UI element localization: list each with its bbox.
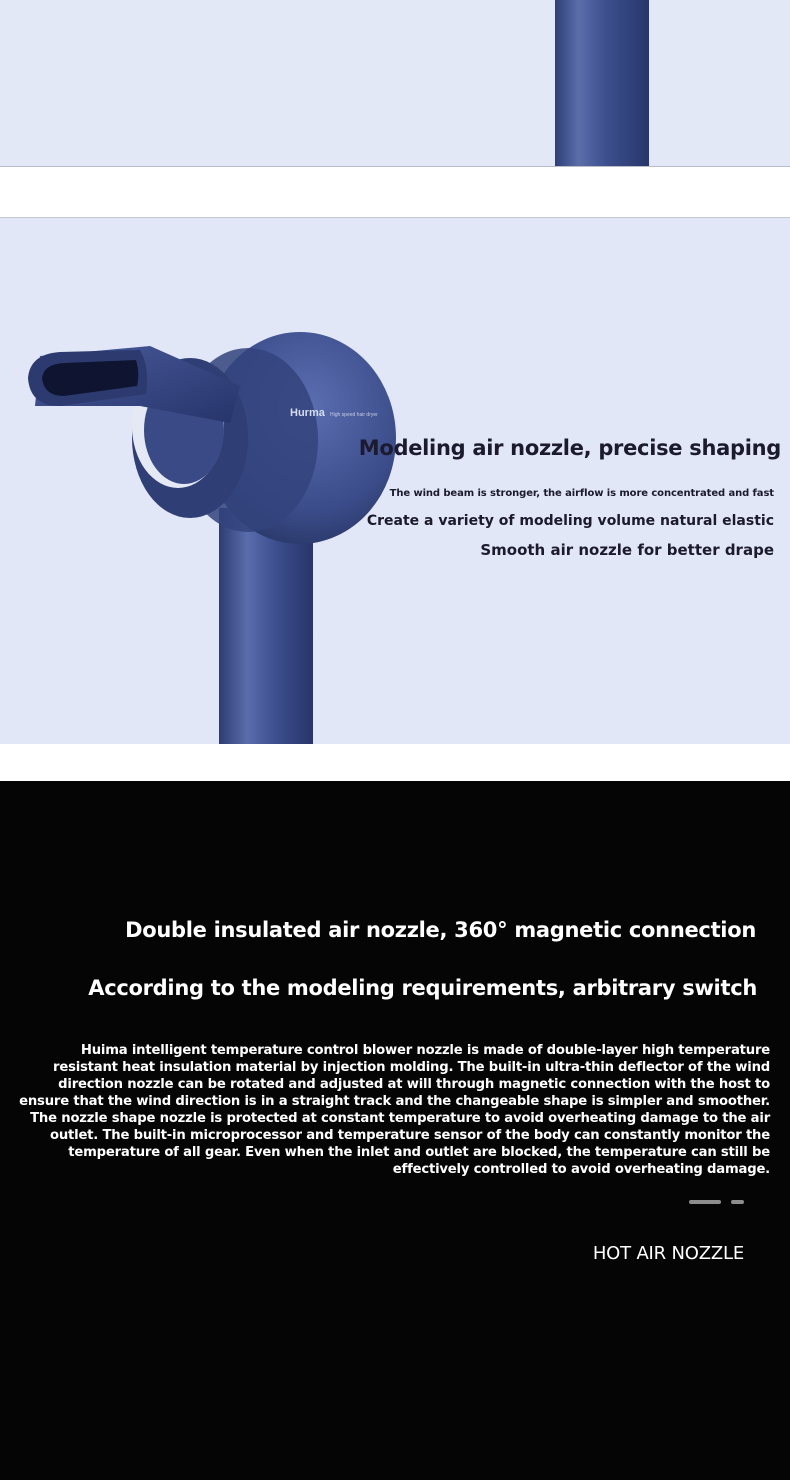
insulated-nozzle-heading-2: According to the modeling requirements, arbitrary switch xyxy=(88,976,757,1000)
brand-caption: High speed hair dryer xyxy=(330,412,378,418)
nozzle-shaping-panel xyxy=(0,217,790,745)
top-product-panel xyxy=(0,0,790,167)
insulated-nozzle-description: Huima intelligent temperature control blower nozzle is made of double-layer high temperature resistant heat insulation material by injection molding. The built-in ultra-thin deflector of the wind direction nozzle can be rotated and adjusted at will through magnetic connection with the host to ensure that the wind direction is in a straight track and the changeable shape is simpler and smoother. The nozzle shape nozzle is protected at constant temperature to avoid overheating damage to the air outlet. The built-in microprocessor and temperature sensor of the body can constantly monitor the temperature of all gear. Even when the inlet and outlet are blocked, the temperature can still be effectively controlled to avoid overheating damage. xyxy=(19,1043,770,1177)
carousel-indicator-active[interactable] xyxy=(689,1200,721,1204)
hot-air-nozzle-label: HOT AIR NOZZLE xyxy=(592,1243,744,1264)
insulated-nozzle-heading-1: Double insulated air nozzle, 360° magnetic connection xyxy=(125,918,756,942)
nozzle-shaping-title: Modeling air nozzle, precise shaping xyxy=(358,436,781,460)
brand-logo: Hurma xyxy=(290,407,325,419)
dryer-handle-image xyxy=(0,0,790,166)
nozzle-shaping-line-1: The wind beam is stronger, the airflow is more concentrated and fast xyxy=(389,488,774,499)
spacer xyxy=(0,167,790,217)
spacer xyxy=(0,744,790,781)
nozzle-shaping-line-3: Smooth air nozzle for better drape xyxy=(480,541,774,559)
hair-dryer-image xyxy=(0,218,790,744)
nozzle-shaping-line-2: Create a variety of modeling volume natural elastic xyxy=(366,513,774,529)
carousel-indicator[interactable] xyxy=(731,1200,744,1204)
